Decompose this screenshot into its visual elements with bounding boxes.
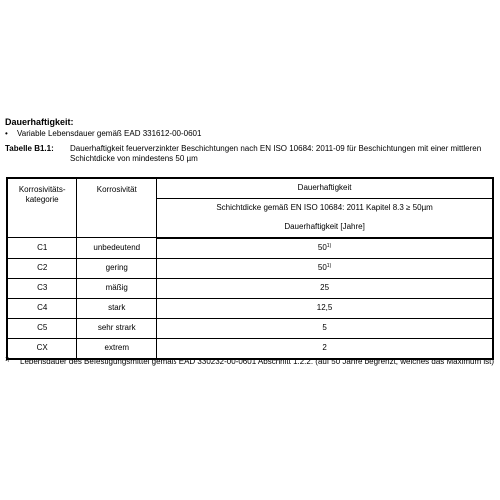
cell-wert: 12,5	[157, 298, 493, 318]
subheader-dauerhaftigkeit-jahre: Dauerhaftigkeit [Jahre]	[157, 218, 493, 238]
header-korrosivitaet: Korrosivität	[77, 178, 157, 238]
cell-wert	[157, 258, 493, 278]
header-korrosivitaetskategorie: Korrosivitäts-kategorie	[7, 178, 77, 238]
table-row	[7, 338, 493, 359]
cell-korrosivitaet: unbedeutend	[77, 238, 157, 259]
table-row	[7, 318, 493, 338]
table-header-row	[7, 178, 493, 198]
table-row	[7, 298, 493, 318]
table-row	[7, 238, 493, 259]
cell-wert: 25	[157, 278, 493, 298]
cell-wert: 2	[157, 338, 493, 359]
table-row	[7, 258, 493, 278]
bullet-dot: •	[5, 129, 8, 138]
caption-text: Dauerhaftigkeit feuerverzinkter Beschichtungen nach EN ISO 10684: 2011-09 für Beschichtungen mit einer mittleren Schichtdicke von mindestens 50 µm	[70, 144, 482, 163]
cell-korrosivitaet: stark	[77, 298, 157, 318]
cell-kategorie: C5	[7, 318, 77, 338]
durability-table	[6, 177, 494, 360]
cell-korrosivitaet: gering	[77, 258, 157, 278]
footnote-text: Lebensdauer des Befestigungsmittel gemäß EAD 330232-00-0601 Abschnitt 1.2.2. (auf 50 Jahre begrenzt, welches das Maximum ist)	[20, 357, 495, 366]
cell-korrosivitaet: mäßig	[77, 278, 157, 298]
header-dauerhaftigkeit: Dauerhaftigkeit	[157, 178, 493, 198]
section-title: Dauerhaftigkeit:	[5, 117, 74, 127]
footnote-mark: 1)	[5, 357, 10, 363]
cell-kategorie: C4	[7, 298, 77, 318]
cell-kategorie: C1	[7, 238, 77, 259]
bullet-item	[5, 129, 201, 139]
cell-kategorie: CX	[7, 338, 77, 359]
cell-wert: 5	[157, 318, 493, 338]
cell-wert	[157, 238, 493, 259]
subheader-schichtdicke: Schichtdicke gemäß EN ISO 10684: 2011 Kapitel 8.3 ≥ 50µm	[157, 198, 493, 217]
cell-korrosivitaet: sehr strark	[77, 318, 157, 338]
value-text: 50	[317, 243, 327, 252]
table-row	[7, 278, 493, 298]
footnote-ref: 1)	[326, 263, 332, 269]
cell-korrosivitaet: extrem	[77, 338, 157, 359]
bullet-text: Variable Lebensdauer gemäß EAD 331612-00-0601	[17, 129, 202, 138]
value-text: 50	[317, 263, 327, 272]
caption-label: Tabelle B1.1:	[5, 144, 54, 153]
cell-kategorie: C3	[7, 278, 77, 298]
footnote-ref: 1)	[326, 243, 332, 249]
cell-kategorie: C2	[7, 258, 77, 278]
